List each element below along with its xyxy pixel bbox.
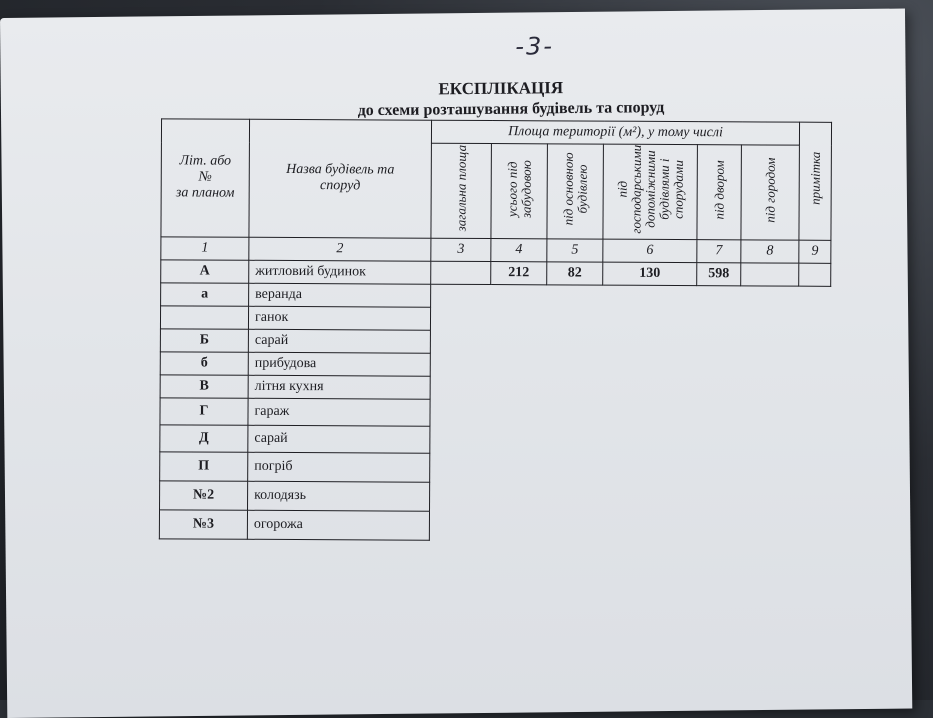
page-number: -3- xyxy=(515,32,555,61)
header-main-building: під основною будівлею xyxy=(547,144,603,239)
header-row-top xyxy=(161,119,831,146)
row-name: колодязь xyxy=(248,481,430,511)
row-built-up: 212 xyxy=(491,261,547,284)
row-yard: 598 xyxy=(697,262,741,285)
table-row xyxy=(161,283,831,310)
header-yard: під двором xyxy=(697,145,741,240)
column-number: 8 xyxy=(741,240,799,263)
column-number-row xyxy=(161,237,831,264)
document-subtitle: до схеми розташування будівель та споруд xyxy=(357,99,665,120)
row-main-building: 82 xyxy=(547,262,603,285)
document-title: ЕКСПЛІКАЦІЯ xyxy=(438,78,564,99)
document-page xyxy=(0,9,912,718)
row-letter: а xyxy=(161,283,249,306)
row-letter: Г xyxy=(160,398,248,425)
header-auxiliary: під господарськими допоміжними будівлями і спорудами xyxy=(603,144,697,239)
row-letter: В xyxy=(160,375,248,398)
row-total-area xyxy=(431,261,491,284)
row-name: гараж xyxy=(248,398,430,426)
column-number: 3 xyxy=(431,238,491,261)
table-row xyxy=(161,260,831,287)
row-name: сарай xyxy=(248,329,430,353)
row-name: сарай xyxy=(248,425,430,453)
header-total-area: загальна площа xyxy=(431,143,491,238)
row-letter: Д xyxy=(160,425,248,452)
header-name: Назва будівель та споруд xyxy=(249,119,432,238)
row-garden xyxy=(741,263,799,286)
explication-table xyxy=(159,118,832,542)
row-name: житловий будинок xyxy=(249,260,431,284)
column-number: 2 xyxy=(249,237,431,261)
column-number: 4 xyxy=(491,238,547,261)
header-area-group: Площа території (м²), у тому числі xyxy=(431,120,799,145)
row-letter: №2 xyxy=(160,481,248,510)
row-letter: №3 xyxy=(159,510,247,539)
row-name: огорожа xyxy=(247,510,429,540)
row-name: ганок xyxy=(248,306,430,330)
column-number: 6 xyxy=(603,239,697,262)
header-garden: під городом xyxy=(741,145,799,240)
row-auxiliary: 130 xyxy=(603,262,697,285)
header-built-up: усього під забудовою xyxy=(491,144,547,239)
row-letter: П xyxy=(160,452,248,481)
row-letter: Б xyxy=(160,329,248,352)
row-name: веранда xyxy=(249,283,431,307)
column-number: 9 xyxy=(799,240,831,263)
column-number: 1 xyxy=(161,237,249,260)
column-number: 7 xyxy=(697,239,741,262)
row-note xyxy=(799,263,831,286)
row-letter xyxy=(160,306,248,329)
header-letter: Літ. або № за планом xyxy=(161,119,250,237)
header-note: примітка xyxy=(799,122,832,240)
row-letter: А xyxy=(161,260,249,283)
row-letter: б xyxy=(160,352,248,375)
column-number: 5 xyxy=(547,239,603,262)
row-name: літня кухня xyxy=(248,375,430,399)
row-name: погріб xyxy=(248,452,430,482)
row-name: прибудова xyxy=(248,352,430,376)
